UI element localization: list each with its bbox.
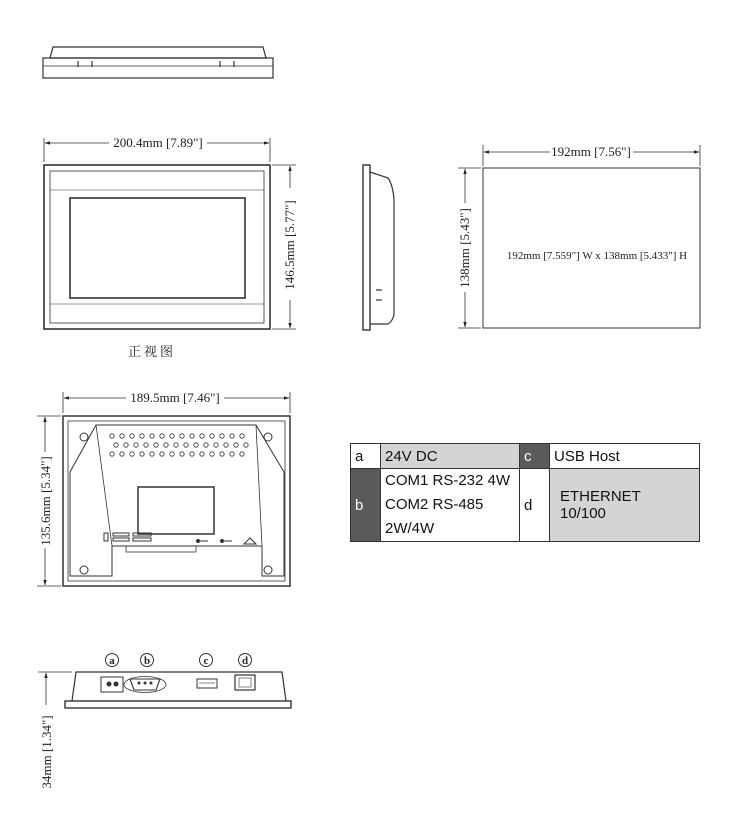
port-desc-c: USB Host — [550, 444, 700, 469]
rear-height-label: 135.6mm [5.34"] — [38, 456, 53, 546]
port-desc-a: 24V DC — [381, 444, 520, 469]
port-marker-c: c — [203, 655, 209, 667]
port-key-c: c — [520, 444, 550, 469]
table-row — [351, 444, 700, 469]
port-markers — [106, 654, 252, 668]
ports-table — [350, 443, 700, 542]
front-height-label: 146.5mm [5.77"] — [282, 200, 297, 290]
port-key-b: b — [351, 469, 381, 542]
bottom-depth-label: 34mm [1.34"] — [39, 715, 54, 789]
port-key-a: a — [351, 444, 381, 469]
rear-width-label: 189.5mm [7.46"] — [130, 390, 220, 405]
cutout-height-label: 138mm [5.43"] — [457, 208, 472, 288]
rear-view — [63, 416, 290, 586]
front-width-label: 200.4mm [7.89"] — [113, 135, 203, 150]
table-row — [351, 469, 700, 542]
rear-vent-grid — [110, 434, 248, 456]
cutout-width-label: 192mm [7.56"] — [551, 144, 631, 159]
bottom-view — [65, 672, 291, 708]
port-desc-b-line: COM1 RS-232 4W — [385, 472, 511, 489]
port-desc-d-line: 10/100 — [560, 505, 606, 522]
panel-cutout — [483, 168, 700, 328]
top-view — [43, 47, 273, 78]
cutout-size-note: 192mm [7.559"] W x 138mm [5.433"] H — [506, 250, 688, 262]
port-key-d: d — [520, 469, 550, 542]
port-desc-d-line: ETHERNET — [560, 488, 641, 505]
port-desc-b-line: 2W/4W — [385, 520, 435, 537]
side-view — [363, 165, 394, 330]
bottom-depth-dimension — [38, 672, 72, 705]
front-view-caption: 正视图 — [128, 345, 177, 360]
port-desc-d — [550, 469, 700, 542]
port-desc-b-line: COM2 RS-485 — [385, 496, 484, 513]
port-marker-d: d — [241, 655, 249, 667]
front-view — [44, 165, 270, 329]
port-marker-a: a — [109, 655, 115, 667]
port-desc-b — [381, 469, 520, 542]
port-marker-b: b — [143, 655, 151, 667]
